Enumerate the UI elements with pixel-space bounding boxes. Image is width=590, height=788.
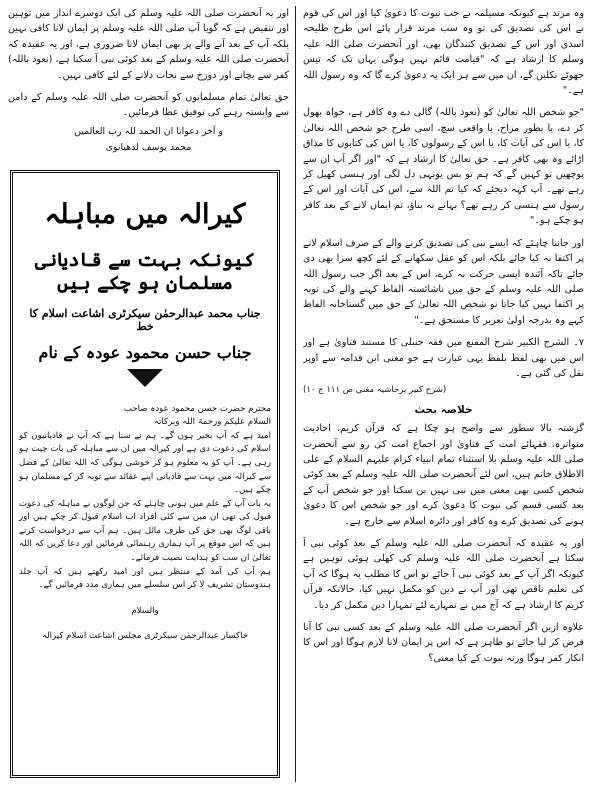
letter-to-heading: جناب حسن محمود عودہ کے نام <box>38 343 252 363</box>
paragraph: حق تعالیٰ تمام مسلمانوں کو آنحضرت صلی اللہ علیہ وسلم کے دامن سے وابستہ رہنے کی توفیق عطا فرمائیں۔ <box>8 92 289 119</box>
paragraph: گزشتہ بالا سطور سے واضح ہو چکا ہے کہ قرآن کریم، احادیث متواترہ، فقہائے امت کے فتاویٰ اور اجماع امت کی رو سے آنحضرت صلی اللہ علیہ وسلم بلا استثناء تمام انبیاء کرام علیہم السلام کے علی الاطلاق خاتم ہیں، اس لئے آنحضرت صلی اللہ علیہ وسلم کے بعد کوئی شخص کسی بھی معنی میں نبی نہیں بن سکتا اور جو شخص آپ کے بعد کسی قسم کی نبوت کا دعویٰ کرے اور جو شخص اس کا دعویٰ ہونے کی تصدیق کرے وہ کافر اور دائرہ اسلام سے خارج ہے۔ <box>303 423 584 527</box>
letter-paragraph: یہ بات آپ کے علم میں ہونی چاہئے کہ جن لوگوں نے مباہلہ کی دعوت قبول کی تھی ان میں سے کئی افراد اب اسلام قبول کر چکے ہیں اور باقی لوگ بھی حق کی طرف مائل ہیں۔ ہم آپ سے درخواست کرتے ہیں کہ اس موقع پر آپ ہماری رہنمائی فرمائیں اور دعا کریں کہ اللہ تعالیٰ ان سب کو ہدایت نصیب فرمائے۔ <box>19 498 271 564</box>
right-column <box>303 6 584 782</box>
letter-body <box>19 403 271 645</box>
author-name: محمد یوسف لدھیانوی <box>105 141 192 153</box>
paragraph: علاوہ ازیں اگر آنحضرت صلی اللہ علیہ وسلم کے بعد کسی نبی کا آنا فرض کر لیا جائے تو ظاہر ہے کہ اس پر ایمان لانا لازم ہوگا اور اس کا انکار کفر ہوگا ورنہ نبوت کے کیا معنی؟ <box>303 622 584 664</box>
paragraph: اور یہ عقیدہ کہ آنحضرت صلی اللہ علیہ وسلم کے بعد کوئی نبی آ سکتا ہے آنحضرت صلی اللہ علیہ وسلم کی کھلی ہوئی توہین ہے کیونکہ اگر آپ کے بعد کوئی نبی آ جائے تو اس کا مطلب یہ ہوگا کہ آپ کی تعلیم ناقص تھی اور آپ نے دین کو مکمل نہیں کیا، حالانکہ قرآن کریم کا ارشاد ہے کہ آج میں نے تمہارے لئے تمہارا دین مکمل کر دیا۔ <box>303 538 584 611</box>
letter-closing: والسلام <box>131 605 159 616</box>
letter-from-heading: جناب محمد عبدالرحمٰن سیکرٹری اشاعت اسلام کا خط <box>29 306 261 334</box>
letter-salutation: محترم حضرت حسن محمود عودہ صاحب <box>123 403 271 414</box>
paragraph: ۷۔ الشرح الکبیر شرح المقنع میں فقہ حنبلی کا مستند فتاویٰ ہے اور اس میں بھی لفظ بلفظ یہی عبارت ہے جو مغنی ابن قدامہ سے اوپر نقل کی گئی ہے۔ <box>303 337 584 379</box>
letter-signature: خاکسار عبدالرحمٰن سیکرٹری مجلس اشاعت اسلام کیرالہ <box>41 631 249 642</box>
closing-block <box>8 125 289 155</box>
paragraph: "جو شخص اللہ تعالیٰ کو (نعوذ باللہ) گالی دے وہ کافر ہے، خواہ بھول کر دے، یا بطور مزاح، یا واقعی سچ، اسی طرح جو شخص اللہ تعالیٰ کا، یا اس کی آیات کا، یا اس کے رسولوں کا، یا اس کی کتابوں کا مذاق اڑائے وہ بھی کافر ہے۔ حق تعالیٰ کا ارشاد ہے کہ "اور اگر آپ ان سے پوچھیں تو کہیں گے کہ ہم تو بس یونہی دل لگی اور ہنسی کھیل کر رہے تھے۔ آپ کہہ دیجئے کہ کیا تم اللہ سے، اس کی آیات اور اس کے رسول سے ہنسی کر رہے تھے؟ بہانے نہ بناؤ، تم ایمان لانے کے بعد کافر ہو چکے ہو۔" <box>303 107 584 227</box>
paragraph: وہ مرتد ہے کیونکہ مسیلمہ نے جب نبوت کا دعویٰ کیا اور اس کی قوم نے اس کی تصدیق کی تو وہ سب مرتد قرار پائے اس طرح طلیحہ اسدی اور اس کے تصدیق کنندگان بھی، اور آنحضرت صلی اللہ علیہ وسلم کا ارشاد ہے کہ "قیامت قائم نہیں ہوگی یہاں تک کہ تیس جھوٹے نکلیں گے، ان میں سے ہر ایک یہ دعویٰ کرے گا کہ وہ رسول اللہ ہے۔" <box>303 8 584 97</box>
paragraph: اور یہ آنحضرت صلی اللہ علیہ وسلم کی ایک دوسرے انداز میں توہین اور تنقیص ہے کہ گویا آپ صلی اللہ علیہ وسلم پر ایمان لانا کافی نہیں بلکہ آپ کے بعد آنے والے پر بھی ایمان لانا ضروری ہے، اور یہ عقیدہ کہ آنحضرت صلی اللہ علیہ وسلم کے بعد کوئی نبی آ سکتا ہے، (نعوذ باللہ) کفر سے بچانے اور دوزخ سے نجات دلانے کے لئے کافی نہیں۔ <box>8 8 289 81</box>
letter-greeting: السلام علیکم ورحمۃ اللہ وبرکاتہ <box>153 417 271 428</box>
box-subtitle: کیونکہ بہت سے قادیانی مسلمان ہو چکے ہیں <box>34 249 256 295</box>
paragraph: اور جاننا چاہئے کہ ایسے نبی کی تصدیق کرنے والے کے صرف اسلام لانے پر اکتفا نہ کیا جائے بلکہ اس کو عقل سکھانے کے لئے کچھ سزا بھی دی جائے تاکہ آئندہ ایسی حرکت نہ کرے، اس کے بعد اگر جب رسول اللہ صلی اللہ علیہ وسلم کے حق میں ناشائستہ الفاظ کہنے والے کی توبہ پر اکتفا نہیں کیا جاتا تو شخص اللہ تعالیٰ کے حق میں گستاخانہ الفاظ کہے وہ بدرجہ اولیٰ تعزیر کا مستحق ہے۔" <box>303 237 584 326</box>
left-column-text <box>8 6 289 164</box>
box-title: کیرالہ میں مباہلہ <box>44 199 246 230</box>
summary-heading: خلاصہ بحث <box>414 403 473 416</box>
down-arrow-icon <box>127 369 163 387</box>
reference-citation: (شرح کبیر برحاشیہ مغنی ص ۱۱۱ ج ۱۰) <box>303 385 447 396</box>
letter-paragraph: ہم آپ کی آمد کے منتظر ہیں اور امید رکھتے ہیں کہ آپ جلد ہندوستان تشریف لا کر اس سلسلے میں ہماری مدد فرمائیں گے۔ <box>19 566 271 591</box>
column-divider <box>295 6 296 782</box>
boxed-article <box>10 170 280 778</box>
letter-paragraph: امید ہے کہ آپ بخیر ہوں گے۔ ہم نے سنا ہے کہ آپ نے قادیانیوں کو اسلام کی دعوت دی ہے اور کیرالہ میں ان سے مباہلہ کی بات چیت ہو رہی ہے۔ آپ کو یہ معلوم ہو کر خوشی ہوگی کہ اللہ تعالیٰ کے فضل سے کیرالہ میں بہت سے قادیانی اپنے عقائد سے توبہ کر کے مسلمان ہو چکے ہیں۔ <box>19 430 271 496</box>
closing-dua: و آخر دعوانا ان الحمد للہ رب العالمین <box>74 125 223 137</box>
